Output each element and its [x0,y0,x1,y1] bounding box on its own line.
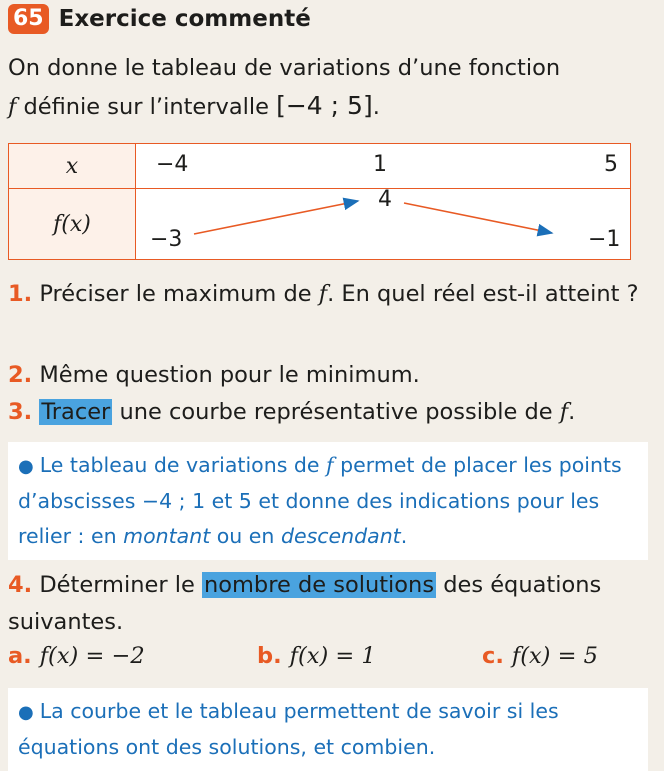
equation-list [8,643,648,683]
equation-c [482,643,598,669]
question-1-number: 1. [8,281,33,307]
tip-box-2 [8,688,648,771]
tip1-end: . [400,524,408,548]
equation-b-letter: b. [257,643,282,669]
question-4 [8,567,658,641]
variation-table [8,143,631,260]
bullet-circle-icon: ● [18,702,34,723]
fx-label: f(x) [53,211,91,237]
question-1 [8,276,658,313]
intro-f-symbol: f [8,94,17,120]
question-2 [8,357,658,394]
fx-header-cell [9,189,136,260]
tip1-text2: permet de placer les points d’abscisses −4 ; 1 et 5 et donne des indications pour les relier : en [18,453,622,548]
question-1-text2: . En quel réel est-il atteint ? [327,281,639,307]
exercise-title: Exercice commenté [58,6,311,32]
decreasing-arrow [404,203,552,233]
question-1-text: Préciser le maximum de [39,281,319,307]
f-value-max: 4 [378,187,392,212]
question-2-number: 2. [8,362,33,388]
equation-c-text: f(x) = 5 [511,643,598,669]
tip1-em2: descendant [280,524,401,548]
question-3-f: f [559,399,569,425]
question-2-text: Même question pour le minimum. [39,362,420,388]
intro-interval: [−4 ; 5] [276,91,373,120]
question-1-f: f [318,281,328,307]
question-4-text2: des équations suivantes. [8,572,602,635]
x-label: x [65,153,79,179]
equation-a-letter: a. [8,643,32,669]
f-value-end: −1 [588,227,621,252]
tip1-mid: ou en [210,524,281,548]
exercise-header [8,4,311,34]
equation-b-text: f(x) = 1 [289,643,376,669]
question-4-highlight: nombre de solutions [203,572,435,598]
x-value-mid: 1 [373,152,387,177]
tip2-text: La courbe et le tableau permettent de savoir si les équations ont des solutions, et combien. [18,699,559,759]
question-4-text: Déterminer le [39,572,202,598]
equation-a-text: f(x) = −2 [39,643,145,669]
fx-values-cell [136,189,631,260]
x-values-cell [136,144,631,189]
question-3-highlight: Tracer [41,399,111,425]
equation-c-letter: c. [482,643,504,669]
intro-period: . [372,94,380,120]
tip-box-1 [8,442,648,560]
question-3 [8,394,658,431]
question-3-text: une courbe représentative possible de [112,399,560,425]
x-value-end: 5 [604,152,618,177]
equation-b [257,643,376,669]
x-header-cell [9,144,136,189]
intro-line2: définie sur l’intervalle [16,94,277,120]
f-value-start: −3 [150,227,183,252]
intro-line1: On donne le tableau de variations d’une fonction [8,55,561,81]
bullet-circle-icon: ● [18,456,34,477]
tip1-em1: montant [123,524,211,548]
tip1-text: Le tableau de variations de [39,453,327,477]
exercise-number: 65 [8,4,49,34]
x-value-start: −4 [156,152,189,177]
question-3-end: . [568,399,576,425]
question-4-number: 4. [8,572,33,598]
tip1-f: f [326,453,334,477]
equation-a [8,643,145,669]
exercise-intro [8,50,658,126]
increasing-arrow [194,201,358,234]
question-3-number: 3. [8,399,33,425]
